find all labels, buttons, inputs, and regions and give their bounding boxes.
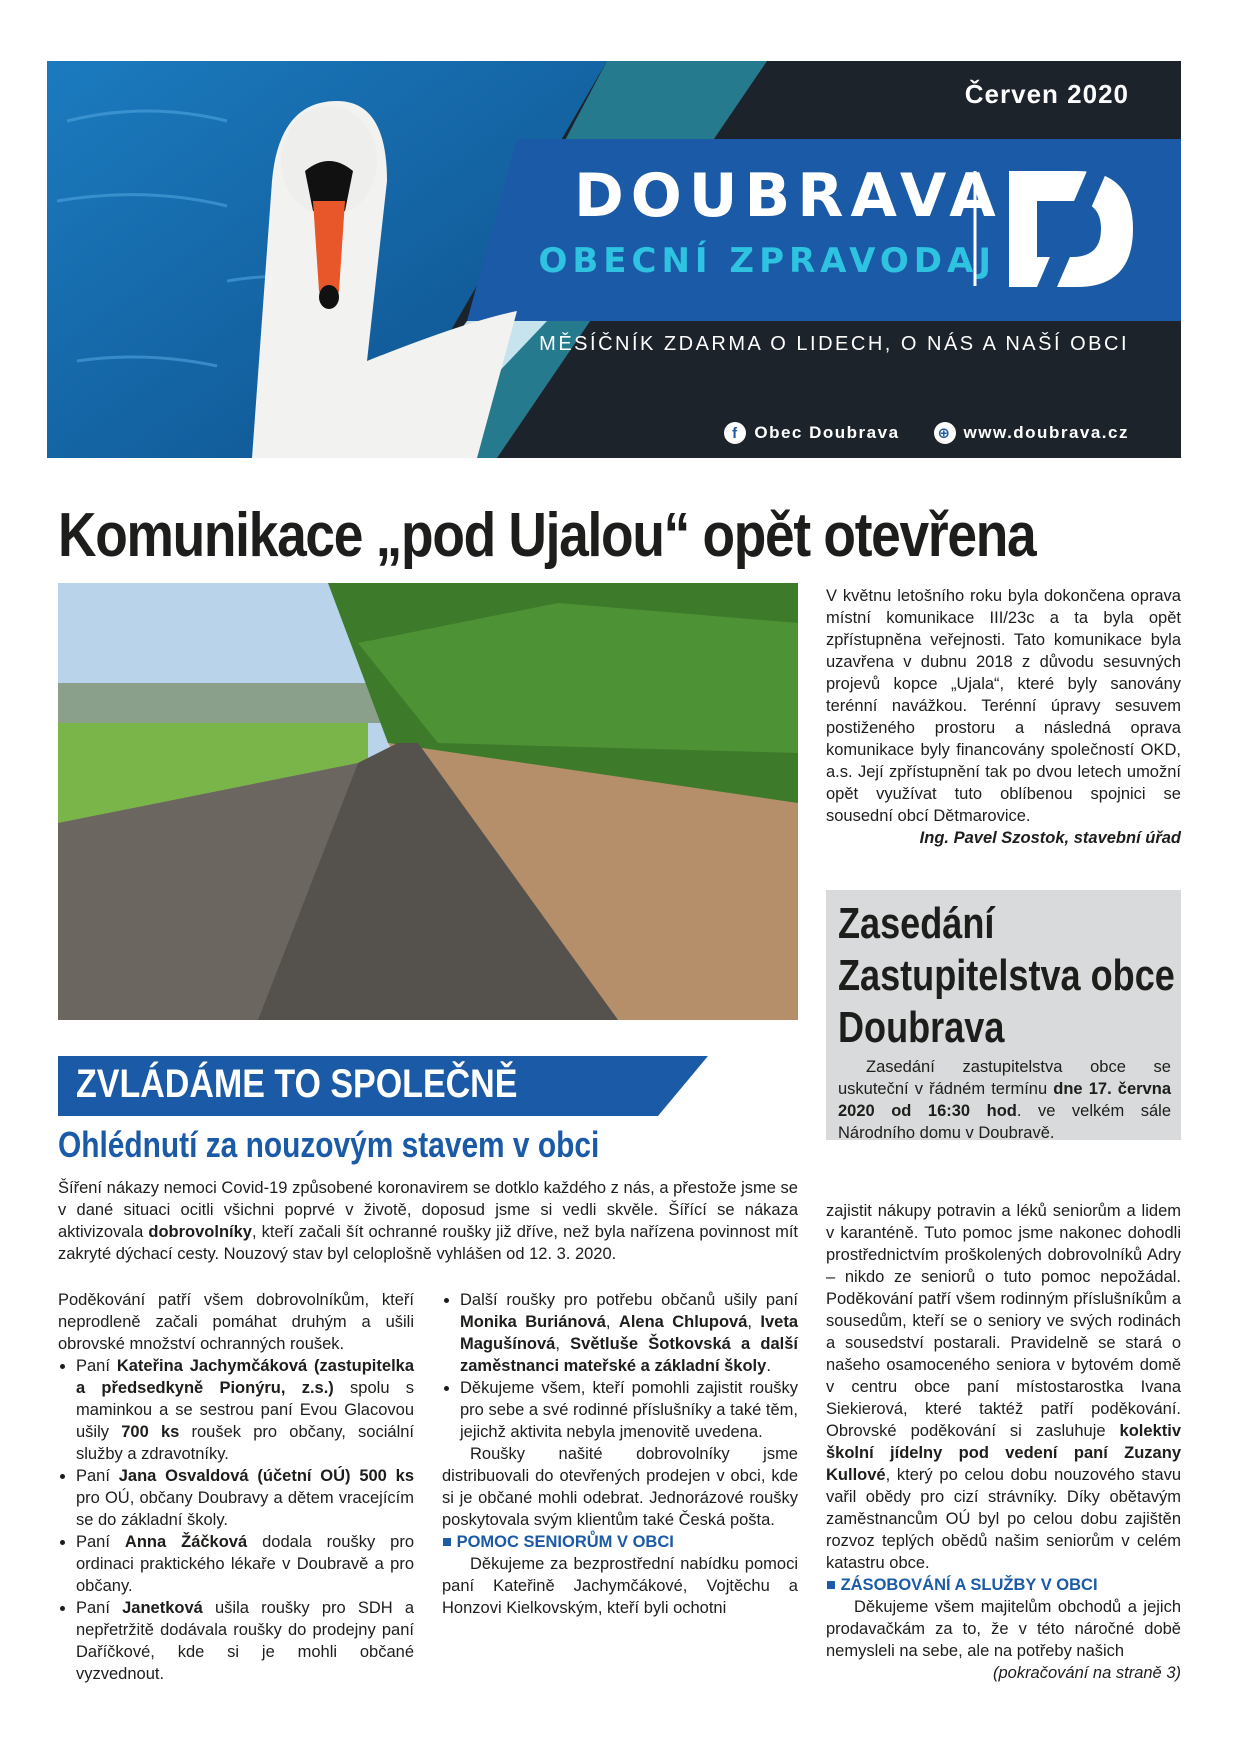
section-banner-title: ZVLÁDÁME TO SPOLEČNĚ	[76, 1062, 518, 1106]
square-bullet-icon: ■	[442, 1533, 457, 1551]
list-item: • Paní Anna Žáčková dodala roušky pro ordinaci praktického lékaře v Doubravě a pro občany.	[76, 1531, 414, 1597]
col1-intro: Poděkování patří všem dobrovolníkům, kteří neprodleně začali pomáhat druhým a ušili obrovské množství ochranných roušek.	[58, 1291, 414, 1353]
masthead-title: DOUBRAVA	[574, 161, 1003, 231]
meeting-box	[826, 890, 1181, 1140]
article-road-body: V květnu letošního roku byla dokončena oprava místní komunikace III/23c a ta byla opět zpřístupněna veřejnosti. Tato komunikace byla uzavřena v dubnu 2018 z důvodu sesuvných projevů kopce „Ujala“, které byly sanovány terénní navážkou. Terénní úpravy sesuvem postiženého prostoru a následná oprava komunikace byly financovány společností OKD, a.s. Její zpřístupnění tak po dvou letech umožní opět využívat tuto oblíbenou spojnici se sousední obcí Dětmarovice.	[826, 587, 1181, 825]
article-road-author: Ing. Pavel Szostok, stavební úřad	[919, 829, 1181, 847]
section-subtitle: Ohlédnutí za nouzovým stavem v obci	[58, 1124, 600, 1165]
doubrava-logo-icon	[1009, 171, 1133, 287]
col3-paragraph: zajistit nákupy potravin a léků seniorům a lidem v karanténě. Tuto pomoc jsme nakonec dohodli prostřednictvím proškolených dobrovolníků Adry – nikdo ze seniorů o tuto pomoc nepožádal. Poděkování patří všem rodinným příslušníkům a sousedům, kteří se o seniory ve svých rodinách a sousedství postarali. Pravidelně se stará o našeho osamoceného seniora v bytovém domě v centru obce paní místostarostka Ivana Siekierová, které taktéž patří poděkování. Obrovské poděkování si zasluhuje kolektiv školní jídelny pod vedení paní Zuzany Kullové, který po celou dobu nouzového stavu vařil obědy pro cizí strávníky. Díky obětavým zaměstnancům OÚ byl po celou dobu zajištěn rozvoz teplých obědů našim seniorům v celém katastru obce.	[826, 1202, 1181, 1572]
meeting-title: Zasedání Zastupitelstva obce Doubrava	[838, 899, 1175, 1052]
facebook-link[interactable]: Obec Doubrava	[754, 423, 900, 442]
supplies-text: Děkujeme všem majitelům obchodů a jejich prodavačkám za to, že v této náročné době nemysleli na sebe, ale na potřeby našich	[826, 1598, 1181, 1660]
issue-date: Červen 2020	[964, 79, 1129, 109]
article-headline: Komunikace „pod Ujalou“ opět otevřena	[58, 501, 1036, 570]
section-lead: Šíření nákazy nemoci Covid-19 způsobené koronavirem se dotklo každého z nás, a přestože jsme se v dané situaci ocitli všichni poprvé v životě, doposud jsme si vedli skvěle. Šířící se nákaza aktivizovala dobrovolníky, kteří začali šít ochranné roušky již dříve, než byla nařízena povinnost mít zakryté dýchací cesty. Nouzový stav byl celoplošně vyhlášen od 12. 3. 2020.	[58, 1179, 799, 1263]
article-road-text	[826, 585, 1181, 849]
road-photo	[58, 583, 798, 1020]
web-link[interactable]: www.doubrava.cz	[963, 423, 1129, 442]
list-item: • Paní Kateřina Jachymčáková (zastupitelka a předsedkyně Pionýru, z.s.) spolu s maminkou a se sestrou paní Evou Glacovou ušily 700 ks roušek pro občany, sociální služby a zdravotníky.	[76, 1355, 414, 1465]
facebook-icon: f	[724, 422, 746, 444]
section-heading-supplies: ■ ZÁSOBOVÁNÍ A SLUŽBY V OBCI	[826, 1576, 1098, 1594]
list-item: • Paní Janetková ušila roušky pro SDH a nepřetržitě dodávala roušky do prodejny paní Daříčkové, kde si je mohli občané vyzvednout.	[76, 1597, 414, 1685]
seniors-text: Děkujeme za bezprostřední nabídku pomoci paní Kateřině Jachymčákové, Vojtěchu a Honzovi Kielkovským, kteří byli ochotni	[442, 1555, 798, 1617]
column-3	[826, 1200, 1181, 1684]
globe-icon: ⊕	[934, 422, 956, 444]
list-item: • Další roušky pro potřebu občanů ušily paní Monika Buriánová, Alena Chlupová, Iveta Magušínová, Světluše Šotkovská a další zaměstnanci mateřské a základní školy.	[460, 1289, 798, 1377]
masthead-subtitle: OBECNÍ ZPRAVODAJ	[538, 241, 996, 281]
continued-note[interactable]: (pokračování na straně 3)	[992, 1664, 1181, 1682]
masthead-tagline: MĚSÍČNÍK ZDARMA O LIDECH, O NÁS A NAŠÍ OBCI	[539, 333, 1129, 355]
col2-paragraph: Roušky našité dobrovolníky jsme distribuovali do otevřených prodejen v obci, kde si je občané mohli odebrat. Jednorázové roušky poskytovala svým klientům také Česká pošta.	[442, 1445, 798, 1529]
square-bullet-icon: ■	[826, 1576, 841, 1594]
meeting-text: Zasedání zastupitelstva obce se uskuteční v řádném termínu dne 17. června 2020 od 16:30 hod. ve velkém sále Národního domu v Doubravě.	[838, 1058, 1171, 1142]
list-item: • Děkujeme všem, kteří pomohli zajistit roušky pro sebe a své rodinné příslušníky a také těm, jejichž aktivita nebyla jmenovitě uvedena.	[460, 1377, 798, 1443]
contact-bar	[724, 422, 1129, 444]
column-2	[442, 1289, 798, 1619]
masthead	[47, 61, 1181, 458]
list-item: • Paní Jana Osvaldová (účetní OÚ) 500 ks pro OÚ, občany Doubravy a dětem vracejícím se do základní školy.	[76, 1465, 414, 1531]
column-1	[58, 1289, 414, 1685]
section-heading-seniors: ■ POMOC SENIORŮM V OBCI	[442, 1533, 674, 1551]
